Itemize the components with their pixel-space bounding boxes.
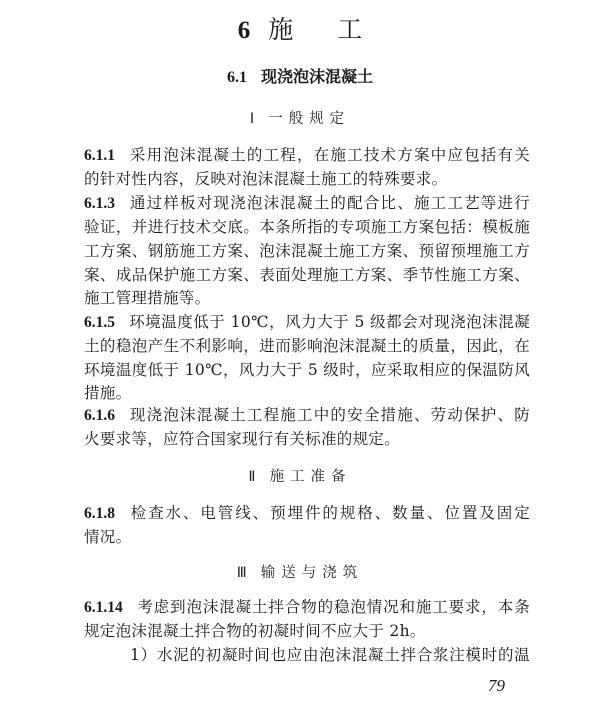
clause-text: 现浇泡沫混凝土工程施工中的安全措施、劳动保护、防 [129,406,530,424]
section-heading [0,64,600,91]
clause-6-1-3-line-1 [84,191,530,215]
subsection-heading-3 [0,561,600,585]
chapter-title-word-2: 工 [337,15,363,44]
clause-6-1-6-line-2: 火要求等，应符合国家现行有关标准的规定。 [84,430,401,448]
clause-number: 6.1.6 [84,407,115,424]
clause-6-1-3-line-2: 验证，并进行技术交底。本条所指的专项施工方案包括：模板施 [84,218,530,236]
clause-6-1-8-line-1 [84,501,530,525]
chapter-number: 6 [237,17,251,44]
clause-text: 检查水、电管线、预埋件的规格、数量、位置及固定 [129,504,530,522]
clause-number: 6.1.8 [84,505,115,522]
subsection-heading-1 [0,107,600,131]
clause-6-1-8-line-2: 情况。 [84,528,132,546]
subsection-title: 输送与浇筑 [260,565,364,581]
clause-text: 环境温度低于 10℃，风力大于 5 级都会对现浇泡沫混凝 [129,313,530,331]
subsection-roman: Ⅱ [248,469,256,485]
clause-6-1-14-line-3: 1）水泥的初凝时间也应由泡沫混凝土拌合浆注模时的温 [130,646,530,664]
chapter-title-word-1: 施 [268,15,294,44]
chapter-title [0,12,600,49]
subsection-title: 一般规定 [268,111,351,127]
clause-6-1-5-line-2: 土的稳泡产生不利影响，进而影响泡沫混凝土的质量，因此，在 [84,337,530,355]
clause-6-1-1-line-2: 的针对性内容，反映对泡沫混凝土施工的特殊要求。 [84,170,448,188]
clause-6-1-5-line-3: 环境温度低于 10℃，风力大于 5 级时，应采取相应的保温防风 [84,361,530,379]
clause-number: 6.1.1 [84,147,115,164]
clause-6-1-5-line-4: 措施。 [84,384,132,402]
clause-text: 通过样板对现浇泡沫混凝土的配合比、施工工艺等进行 [129,194,530,212]
clause-number: 6.1.14 [84,599,123,616]
clause-6-1-3-line-5: 施工管理措施等。 [84,289,211,307]
clause-text: 考虑到泡沫混凝土拌合物的稳泡情况和施工要求，本条 [136,598,530,616]
clause-6-1-14-line-2: 规定泡沫混凝土拌合物的初凝时间不应大于 2h。 [84,622,426,640]
clause-6-1-3-line-4: 案、成品保护施工方案、表面处理施工方案、季节性施工方案、 [84,266,530,284]
page-number: 79 [488,676,505,695]
clause-6-1-14-line-1 [84,595,530,619]
clause-6-1-6-line-1 [84,403,530,427]
clause-text: 采用泡沫混凝土的工程，在施工技术方案中应包括有关 [129,146,530,164]
clause-6-1-1-line-1 [84,143,530,167]
subsection-roman: Ⅰ [249,111,255,127]
subsection-title: 施工准备 [269,469,352,485]
clause-6-1-3-line-3: 工方案、钢筋施工方案、泡沫混凝土施工方案、预留预埋施工方 [84,242,530,260]
subsection-heading-2 [0,465,600,489]
section-number: 6.1 [226,69,247,86]
clause-number: 6.1.3 [84,195,115,212]
section-title: 现浇泡沫混凝土 [260,67,373,86]
subsection-roman: Ⅲ [236,565,247,581]
clause-number: 6.1.5 [84,314,115,331]
clause-6-1-5-line-1 [84,310,530,334]
